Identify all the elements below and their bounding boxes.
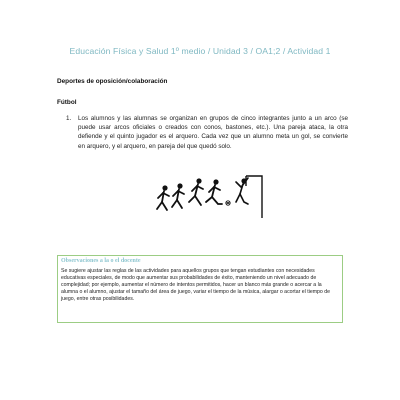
list-item-number: 1.	[66, 115, 72, 122]
list-item-text: Los alumnos y las alumnas se organizan en grupos de cinco integrantes junto a un arco (se puede usar arcos oficiales o creados con conos, bastones, etc.). Una pareja ataca, la otra defiende y el quinto jugador es el arquero. Cada vez que un alumno meta un gol, se convierte en arquero, y el arquero, en pareja del que quedó solo.	[78, 115, 348, 150]
list-item	[66, 114, 348, 151]
player-figure	[206, 179, 222, 204]
soccer-players-illustration	[140, 172, 265, 222]
player-figure	[189, 178, 203, 205]
teacher-notes-box	[57, 255, 343, 323]
player-figure	[157, 185, 169, 210]
instruction-list	[66, 114, 348, 151]
player-figure	[172, 183, 184, 208]
goalkeeper-figure	[236, 178, 248, 204]
notes-text: Se sugiere ajustar las reglas de las actividades para aquellos grupos que tengan estudiantes con necesidades educativas especiales, de modo que aumentar sus probabilidades de éxito, manteniendo un nivel adecuado de complejidad; por ejemplo, aumentar el número de intentos permitidos, hacer un blanco más grande o acercar a la alumna o el alumno, ajustar el tamaño del área de juego, variar el tiempo de la música, alargar o acortar el tiempo de juego, entre otras posibilidades.	[61, 268, 331, 303]
notes-title: Observaciones a la o el docente	[61, 258, 141, 264]
section-title: Deportes de oposición/colaboración	[57, 78, 168, 85]
sport-subtitle: Fútbol	[57, 99, 77, 106]
page-header: Educación Física y Salud 1º medio / Unidad 3 / OA1;2 / Actividad 1	[69, 46, 331, 56]
soccer-ball-icon	[226, 201, 230, 205]
goal-icon	[246, 176, 262, 218]
